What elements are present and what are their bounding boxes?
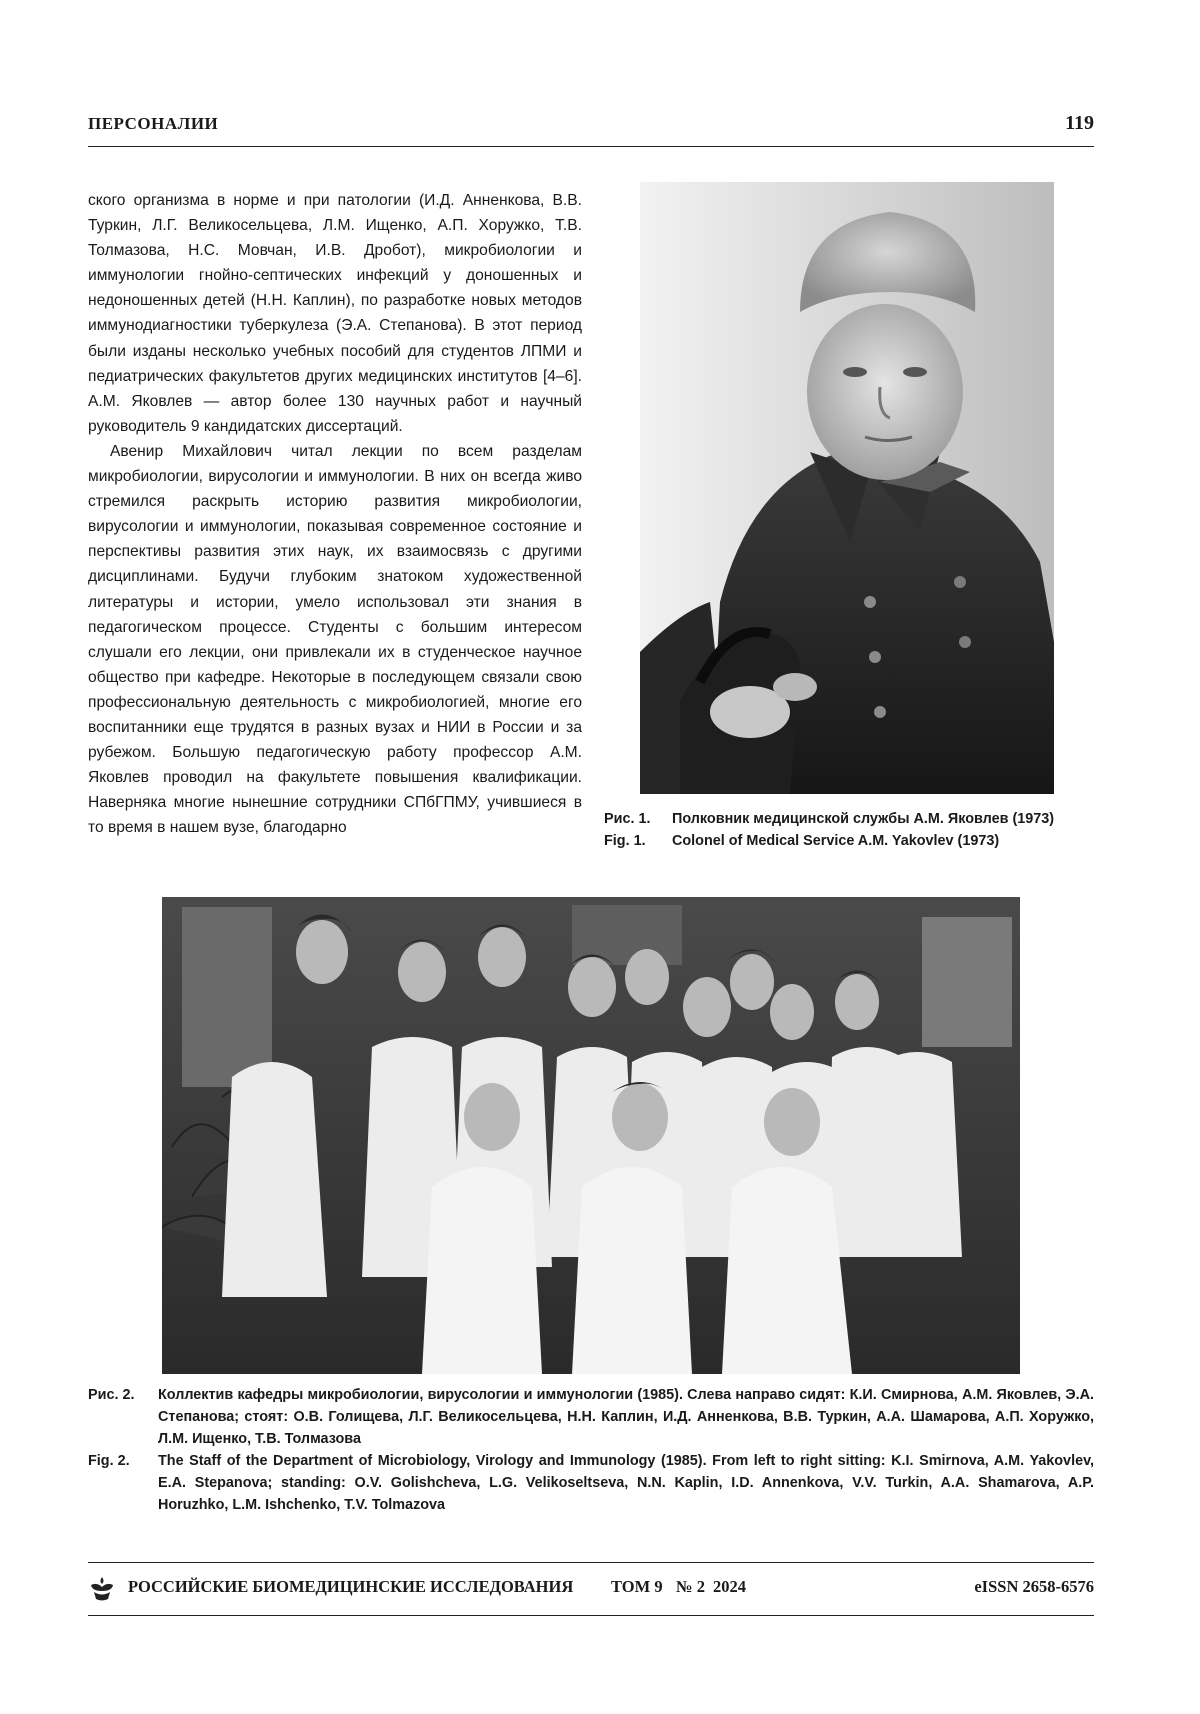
figure-2-caption-en: The Staff of the Department of Microbiology, Virology and Immunology (1985). From left to right sitting: K.I. Smirnova, A.M. Yakovlev, E.A. Stepanova; standing: O.V. Golishcheva, L.G. Velikoseltseva, N.N. Kaplin, I.D. Annenkova, V.V. Turkin, A.A. Shamarova, A.P. Horuzhko, L.M. Ishchenko, T.V. Tolmazova (158, 1453, 1094, 1513)
portrait-photo (640, 182, 1054, 794)
body-paragraph: Авенир Михайлович читал лекции по всем разделам микробиологии, вирусологии и иммунологии. В них он всегда живо стремился раскрыть историю развития микробиологии, вирусологии и иммунологии, показывая современное состояние и перспективы развития этих наук, их взаимосвязь с другими дисциплинами. Будучи глубоким знатоком художественной литературы и истории, умело использовал эти знания в педагогическом процессе. Студенты с большим интересом слушали его лекции, они привлекали их в студенческое научное общество при кафедре. Некоторые в последующем связали свою профессиональную деятельность с микробиологией, многие его воспитанники еще трудятся в разных вузах и НИИ в России и за рубежом. Большую педагогическую работу профессор А.М. Яковлев проводил на факультете повышения квалификации. Наверняка многие нынешние сотрудники СПбГПМУ, учившиеся в то время в нашем вузе, благодарно (88, 442, 582, 837)
body-text-column (88, 188, 582, 840)
figure-2-label-ru: Рис. 2. (88, 1387, 135, 1403)
running-header (88, 112, 1094, 147)
figure-1-caption-ru: Полковник медицинской службы А.М. Яковлев (1973) (672, 811, 1055, 827)
journal-name: РОССИЙСКИЕ БИОМЕДИЦИНСКИЕ ИССЛЕДОВАНИЯ (128, 1577, 574, 1596)
figure-1-caption-en: Colonel of Medical Service A.M. Yakovlev (1973) (672, 833, 1000, 849)
figure-2-caption (88, 1384, 1094, 1516)
body-paragraph: ского организма в норме и при патологии (И.Д. Анненкова, В.В. Туркин, Л.Г. Великосельцева, Л.М. Ищенко, А.П. Хоружко, Т.В. Толмазова, Н.С. Мовчан, И.В. Дробот), микробиологии и иммунологии гнойно-септических инфекций у доношенных и недоношенных детей (Н.Н. Каплин), по разработке новых методов иммунодиагностики туберкулеза (Э.А. Степанова). В этот период были изданы несколько учебных пособий для студентов ЛПМИ и педиатрических факультетов других медицинских институтов [4–6]. А.М. Яковлев — автор более 130 научных работ и научный руководитель 9 кандидатских диссертаций. (88, 192, 582, 435)
journal-issn: eISSN 2658-6576 (974, 1577, 1094, 1596)
page-number: 119 (1065, 112, 1094, 134)
section-title: ПЕРСОНАЛИИ (88, 114, 219, 133)
figure-1-caption (604, 808, 1084, 852)
group-photo (162, 897, 1020, 1374)
figure-1-label-en: Fig. 1. (604, 833, 646, 849)
figure-2-label-en: Fig. 2. (88, 1453, 130, 1469)
journal-logo-icon (88, 1575, 116, 1603)
figure-1-label-ru: Рис. 1. (604, 811, 651, 827)
figure-2-caption-ru: Коллектив кафедры микробиологии, вирусологии и иммунологии (1985). Слева направо сидят: К.И. Смирнова, А.М. Яковлев, Э.А. Степанова; стоят: О.В. Голищева, Л.Г. Великосельцева, Н.Н. Каплин, И.Д. Анненкова, В.В. Туркин, А.А. Шамарова, А.П. Хоружко, Л.М. Ищенко, Т.В. Толмазова (158, 1387, 1094, 1447)
journal-year: 2024 (713, 1577, 746, 1596)
journal-issue: № 2 (676, 1577, 705, 1596)
running-footer (88, 1562, 1094, 1616)
journal-volume: ТОМ 9 (611, 1577, 663, 1596)
